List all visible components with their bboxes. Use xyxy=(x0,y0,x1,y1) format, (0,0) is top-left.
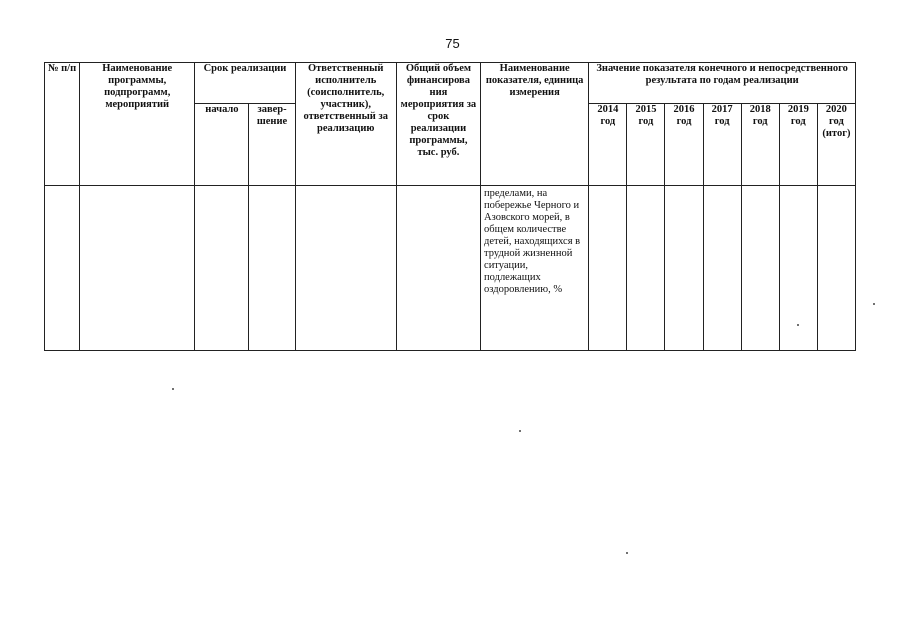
scan-speck xyxy=(519,430,521,432)
header-year: 2020 год (итог) xyxy=(817,104,855,186)
header-term-end: завер-шение xyxy=(249,104,295,186)
cell-year-value xyxy=(627,186,665,351)
header-term-start: начало xyxy=(195,104,249,186)
scan-speck xyxy=(172,388,174,390)
scan-speck xyxy=(626,552,628,554)
header-year: 2017 год xyxy=(703,104,741,186)
header-executor: Ответственный исполнитель (соисполнитель, участник), ответственный за реализацию xyxy=(295,63,396,186)
header-volume: Общий объем финансирова ния мероприятия за срок реализации программы, тыс. руб. xyxy=(396,63,480,186)
header-year: 2016 год xyxy=(665,104,703,186)
cell-term-start xyxy=(195,186,249,351)
scan-speck xyxy=(797,324,799,326)
cell-year-value xyxy=(665,186,703,351)
cell-year-value xyxy=(703,186,741,351)
header-term: Срок реализации xyxy=(195,63,295,104)
scan-speck xyxy=(873,303,875,305)
header-values: Значение показателя конечного и непосредственного результата по годам реализации xyxy=(589,63,856,104)
header-year: 2014 год xyxy=(589,104,627,186)
header-indicator: Наименование показателя, единица измерения xyxy=(481,63,589,186)
header-year: 2018 год xyxy=(741,104,779,186)
header-year: 2015 год xyxy=(627,104,665,186)
cell-num xyxy=(45,186,80,351)
header-num: № п/п xyxy=(45,63,80,186)
page-number: 75 xyxy=(445,36,460,51)
cell-volume xyxy=(396,186,480,351)
header-name: Наименование программы, подпрограмм, мероприятий xyxy=(80,63,195,186)
table-row xyxy=(45,186,856,351)
cell-year-value xyxy=(741,186,779,351)
header-year: 2019 год xyxy=(779,104,817,186)
indicators-table xyxy=(44,62,856,351)
cell-name xyxy=(80,186,195,351)
cell-year-value xyxy=(817,186,855,351)
cell-executor xyxy=(295,186,396,351)
cell-term-end xyxy=(249,186,295,351)
cell-year-value xyxy=(589,186,627,351)
cell-indicator: пределами, на побережье Черного и Азовского морей, в общем количестве детей, находящихся в трудной жизненной ситуации, подлежащих оздоровлению, % xyxy=(481,186,589,351)
